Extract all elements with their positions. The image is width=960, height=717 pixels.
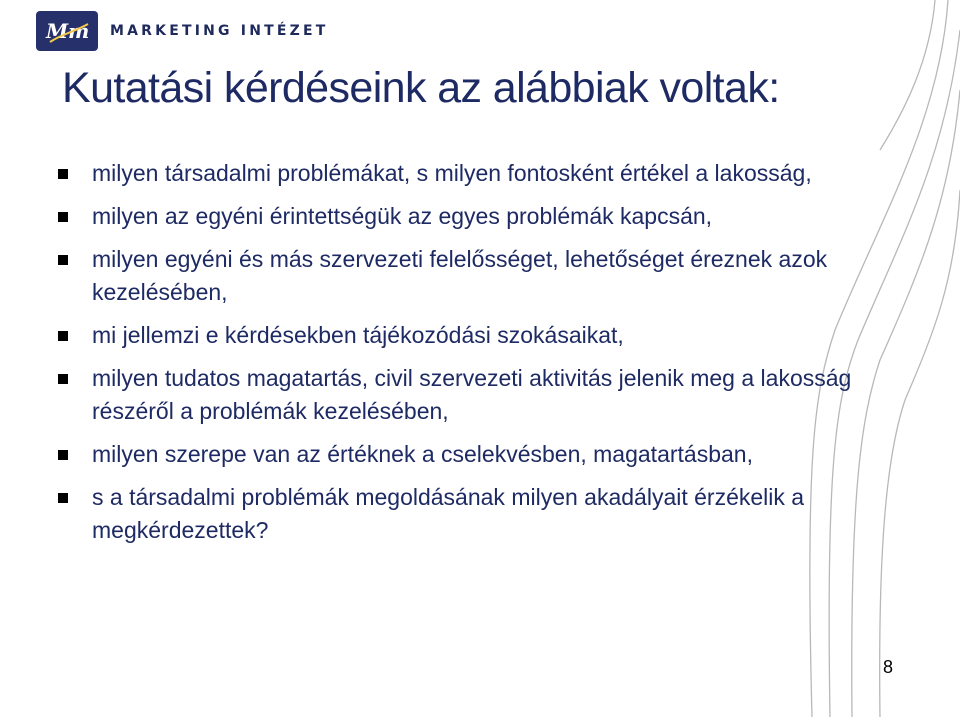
list-item — [58, 438, 888, 471]
square-bullet-icon — [58, 374, 68, 384]
page-number: 8 — [883, 657, 894, 677]
list-item — [58, 200, 888, 233]
list-item-text: milyen egyéni és más szervezeti felelősséget, lehetőséget éreznek azok kezelésében, — [92, 246, 828, 305]
slide-title: Kutatási kérdéseink az alábbiak voltak: — [62, 64, 780, 112]
square-bullet-icon — [58, 331, 68, 341]
list-item-text: milyen tudatos magatartás, civil szervezeti aktivitás jelenik meg a lakosság részéről a problémák kezelésében, — [92, 365, 852, 424]
list-item — [58, 243, 888, 309]
question-list — [58, 157, 888, 557]
logo-mark-text: Mm — [46, 19, 90, 43]
square-bullet-icon — [58, 255, 68, 265]
list-item-text: milyen az egyéni érintettségük az egyes problémák kapcsán, — [92, 203, 713, 229]
square-bullet-icon — [58, 450, 68, 460]
logo-brand-text: MARKETING INTÉZET — [110, 23, 329, 39]
list-item — [58, 319, 888, 352]
square-bullet-icon — [58, 169, 68, 179]
square-bullet-icon — [58, 493, 68, 503]
logo-mark-icon — [36, 11, 98, 51]
list-item-text: milyen szerepe van az értéknek a cselekvésben, magatartásban, — [92, 441, 753, 467]
list-item — [58, 481, 888, 547]
list-item-text: mi jellemzi e kérdésekben tájékozódási szokásaikat, — [92, 322, 624, 348]
list-item — [58, 157, 888, 190]
list-item-text: milyen társadalmi problémákat, s milyen fontosként értékel a lakosság, — [92, 160, 812, 186]
list-item — [58, 362, 888, 428]
brand-logo — [36, 11, 329, 51]
square-bullet-icon — [58, 212, 68, 222]
list-item-text: s a társadalmi problémák megoldásának milyen akadályait érzékelik a megkérdezettek? — [92, 484, 805, 543]
